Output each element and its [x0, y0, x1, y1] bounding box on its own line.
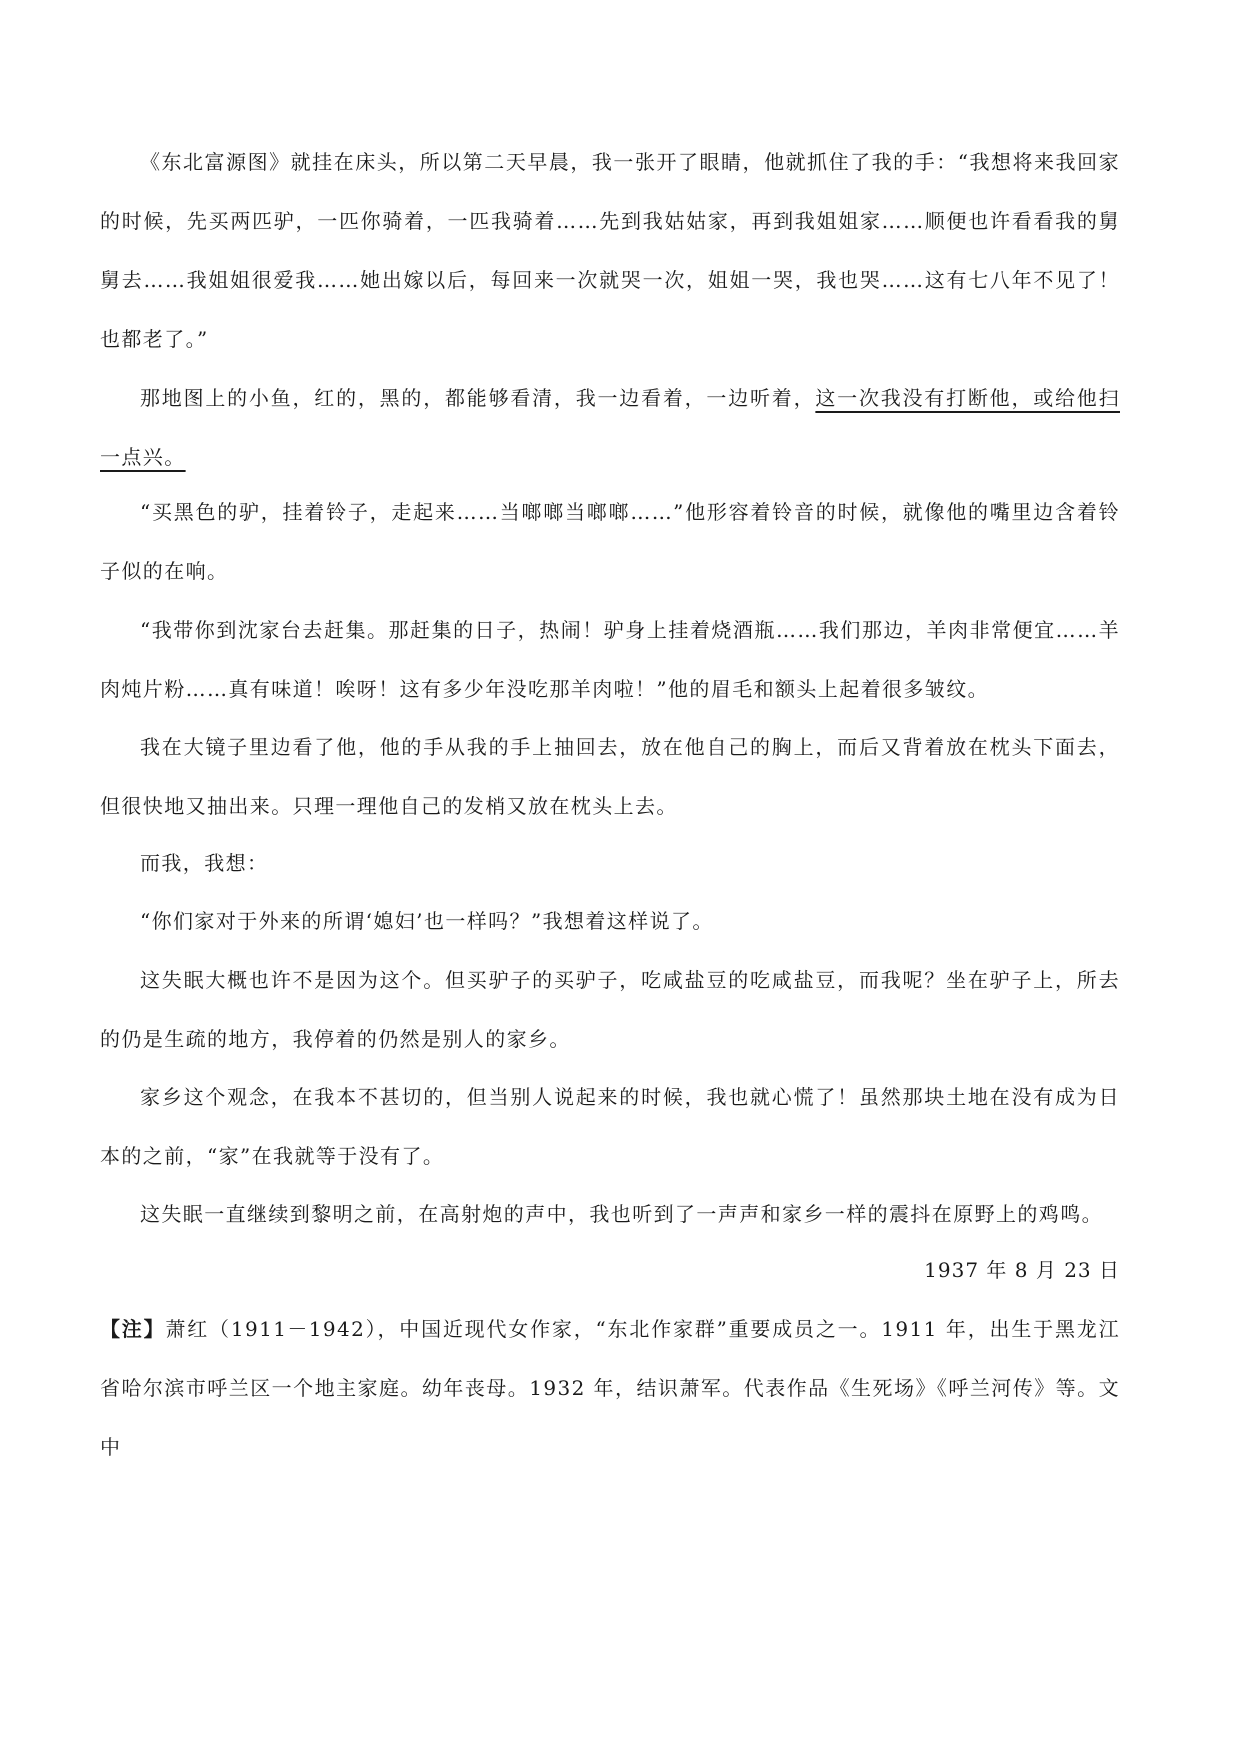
underlined-sentence: 这一次我没有打断他，或给他扫一点兴。	[100, 386, 1120, 469]
paragraph-9: 家乡这个观念，在我本不甚切的，但当别人说起来的时候，我也就心慌了！虽然那块土地在没有成为日本的之前，“家”在我就等于没有了。	[100, 1085, 1120, 1168]
footnote-text: 萧红（1911－1942），中国近现代女作家，“东北作家群”重要成员之一。1911 年，出生于黑龙江省哈尔滨市呼兰区一个地主家庭。幼年丧母。1932 年，结识萧军。代表作品《生死场》《呼兰河传》等。文中	[100, 1317, 1120, 1459]
paragraph-1: 《东北富源图》就挂在床头，所以第二天早晨，我一张开了眼睛，他就抓住了我的手：“我想将来我回家的时候，先买两匹驴，一匹你骑着，一匹我骑着……先到我姑姑家，再到我姐姐家……顺便也许看看我的舅舅去……我姐姐很爱我……她出嫁以后，每回来一次就哭一次，姐姐一哭，我也哭……这有七八年不见了！也都老了。”	[100, 150, 1120, 351]
paragraph-3: “买黑色的驴，挂着铃子，走起来……当啷啷当啷啷……”他形容着铃音的时候，就像他的嘴里边含着铃子似的在响。	[100, 500, 1120, 583]
paragraph-2	[100, 369, 1120, 487]
footnote-marker: 【注】	[100, 1317, 166, 1341]
paragraph-2-text: 那地图上的小鱼，红的，黑的，都能够看清，我一边看着，一边听着，	[140, 386, 816, 410]
paragraph-4: “我带你到沈家台去赶集。那赶集的日子，热闹！驴身上挂着烧酒瓶……我们那边，羊肉非常便宜……羊肉炖片粉……真有味道！唉呀！这有多少年没吃那羊肉啦！”他的眉毛和额头上起着很多皱纹。	[100, 618, 1120, 701]
paragraph-5: 我在大镜子里边看了他，他的手从我的手上抽回去，放在他自己的胸上，而后又背着放在枕头下面去，但很快地又抽出来。只理一理他自己的发梢又放在枕头上去。	[100, 735, 1120, 818]
footnote	[100, 1300, 1120, 1477]
paragraph-6: 而我，我想：	[140, 851, 269, 875]
paragraph-8: 这失眠大概也许不是因为这个。但买驴子的买驴子，吃咸盐豆的吃咸盐豆，而我呢？坐在驴子上，所去的仍是生疏的地方，我停着的仍然是别人的家乡。	[100, 968, 1120, 1051]
paragraph-7: “你们家对于外来的所谓‘媳妇’也一样吗？”我想着这样说了。	[140, 909, 714, 933]
date-line: 1937 年 8 月 23 日	[924, 1258, 1120, 1282]
paragraph-10: 这失眠一直继续到黎明之前，在高射炮的声中，我也听到了一声声和家乡一样的震抖在原野上的鸡鸣。	[140, 1202, 1103, 1226]
